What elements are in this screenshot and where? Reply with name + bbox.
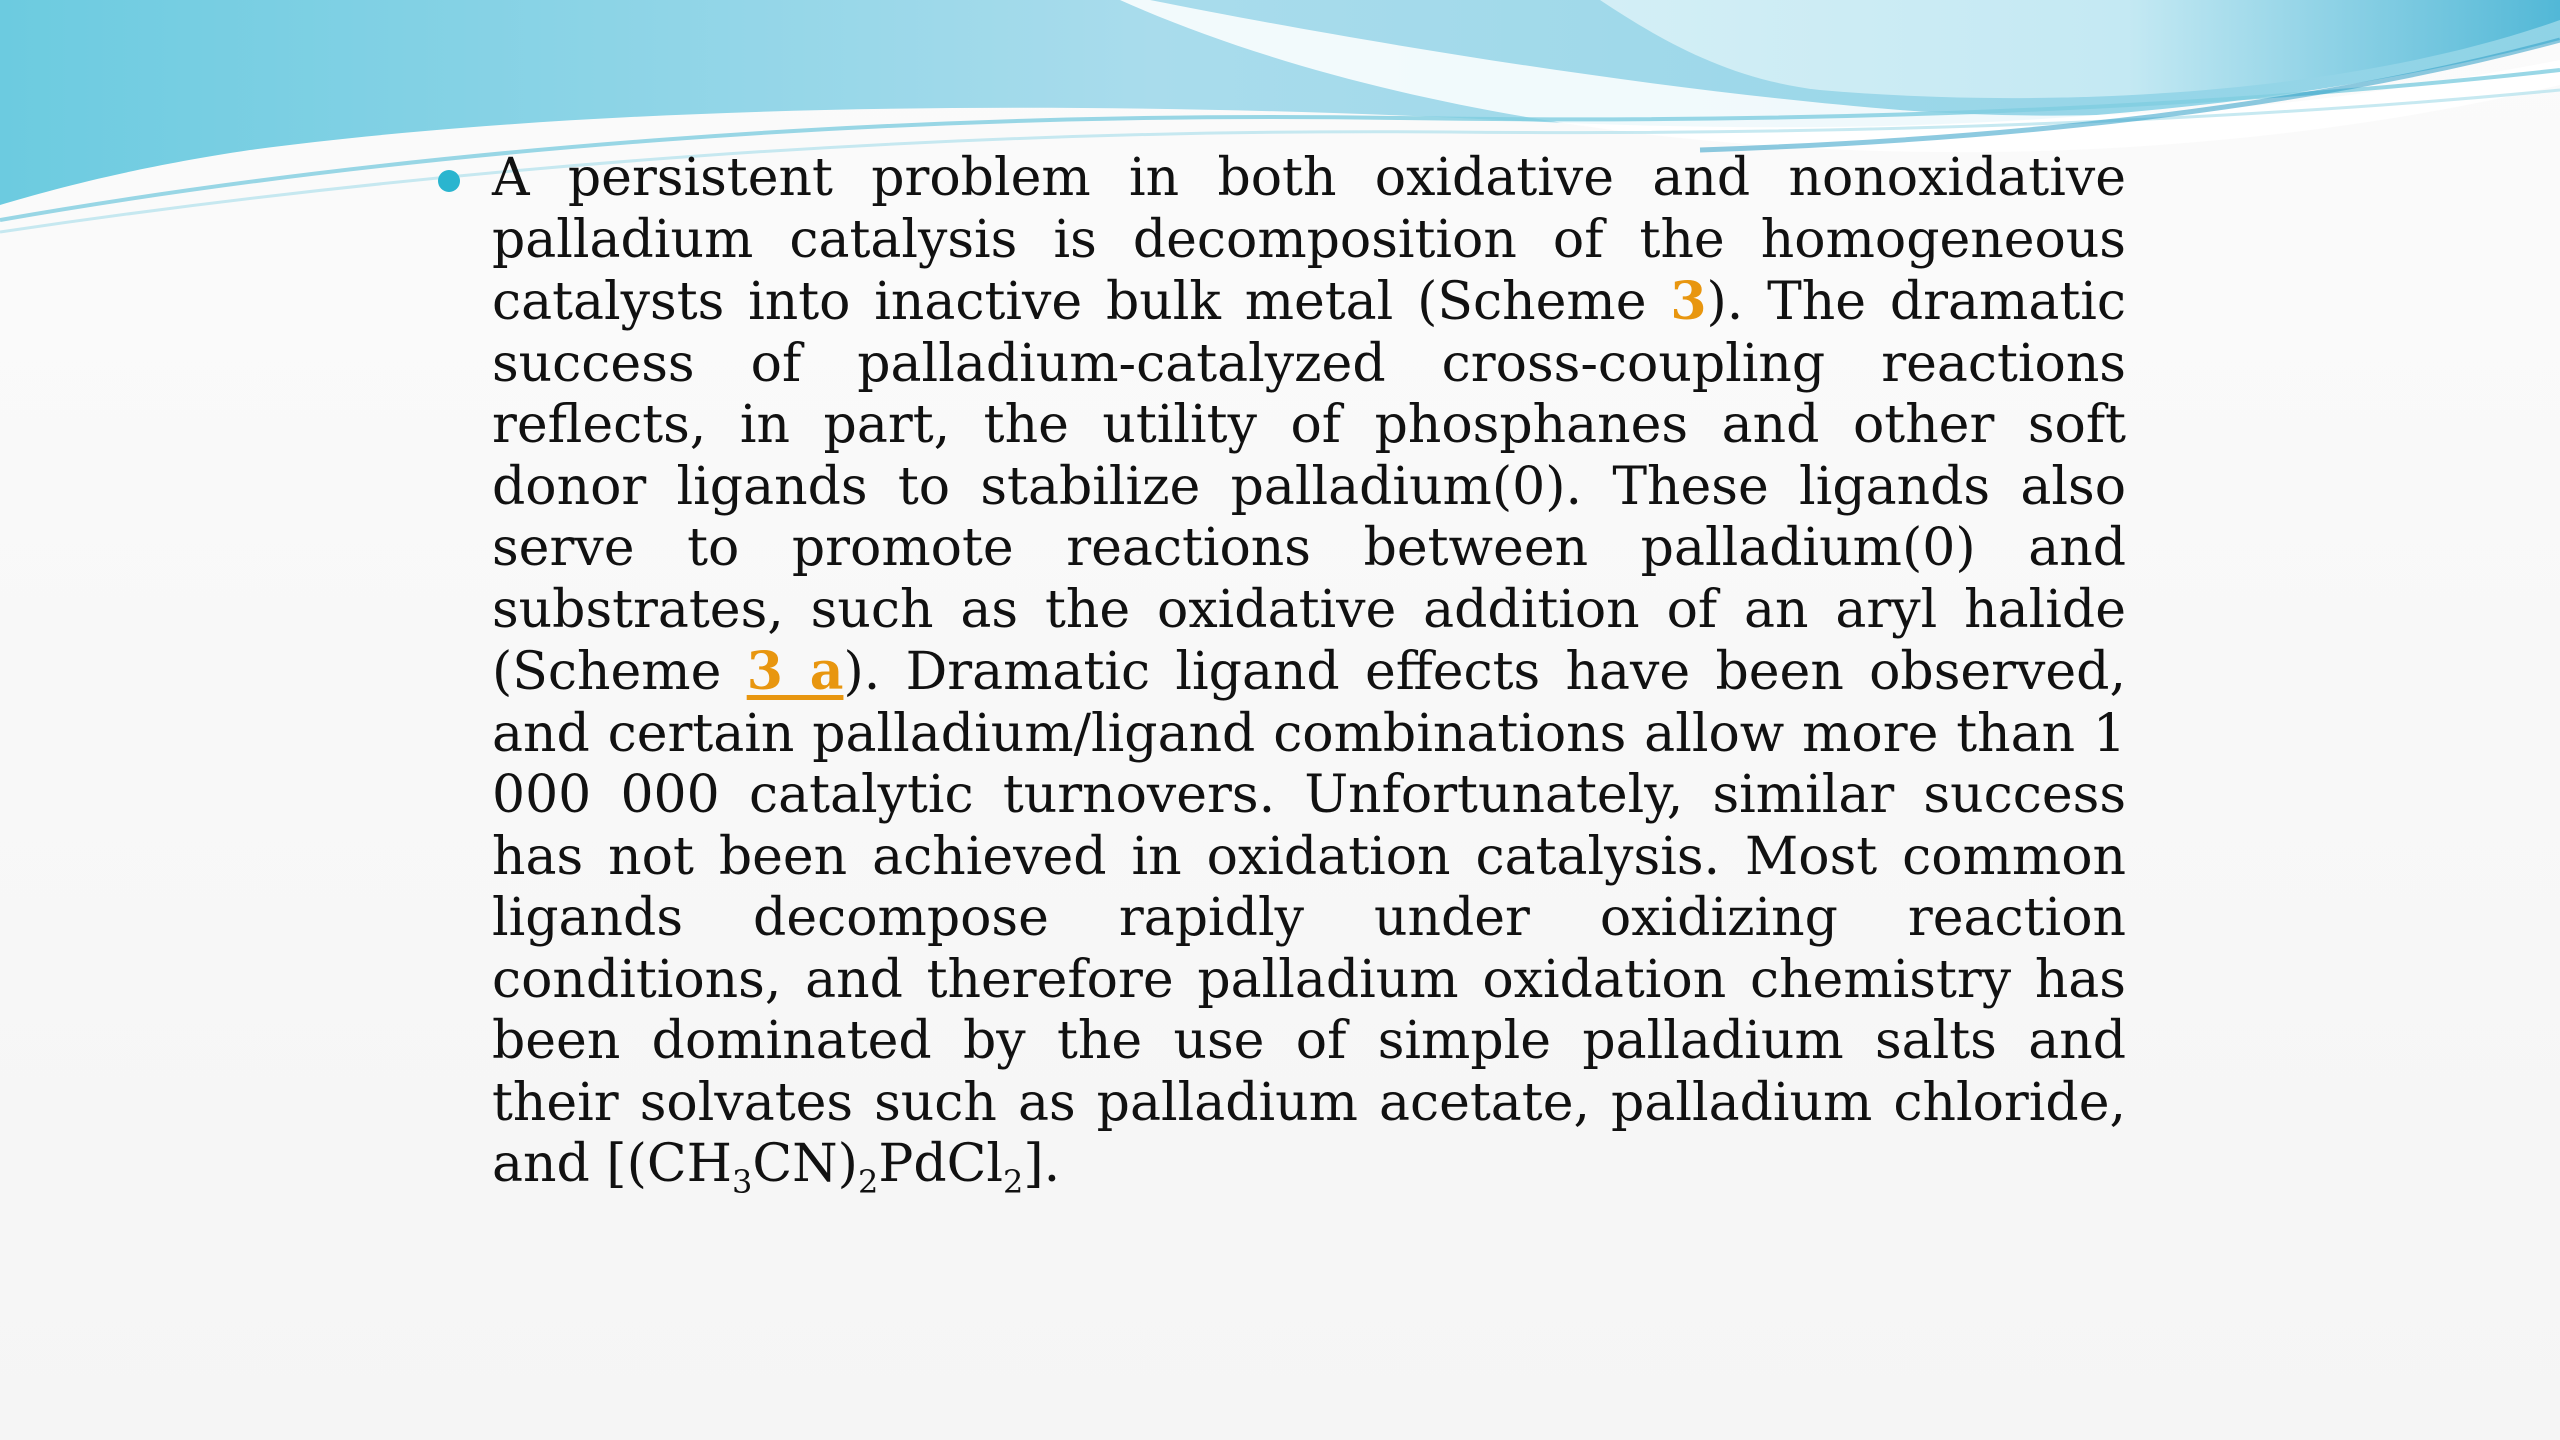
paragraph-text-5: PdCl (878, 1134, 1004, 1194)
subscript-2a: 2 (857, 1163, 879, 1201)
paragraph-text-2: ). The dramatic success of palladium-catalyzed cross-coupling reactions reflects, in part, the utility of phosphanes and other soft donor ligands to stabilize palladium(0). These ligands also serve to promote reactions between palladium(0) and substrates, such as the oxidative addition of an aryl halide (Scheme (492, 272, 2126, 702)
subscript-3: 3 (732, 1163, 753, 1201)
content-area (432, 148, 2126, 1201)
paragraph-text-3: ). Dramatic ligand effects have been observed, and certain palladium/ligand combinations allow more than 1 000 000 catalytic turnovers. Unfortunately, similar success has not been achieved in oxidation catalysis. Most common ligands decompose rapidly under oxidizing reaction conditions, and therefore palladium oxidation chemistry has been dominated by the use of simple palladium salts and their solvates such as palladium acetate, palladium chloride, and [(CH (492, 642, 2126, 1194)
paragraph-text-1: A persistent problem in both oxidative and nonoxidative palladium catalysis is decomposition of the homogeneous catalysts into inactive bulk metal (Scheme (492, 148, 2126, 332)
bullet-point-icon (438, 170, 460, 192)
subscript-2b: 2 (1003, 1163, 1024, 1201)
bullet-paragraph (492, 148, 2126, 1201)
scheme-3-reference[interactable]: 3 (1670, 271, 1707, 332)
bullet-item (432, 148, 2126, 1201)
paragraph-text-6: ]. (1023, 1134, 1061, 1194)
paragraph-text-4: CN) (752, 1134, 858, 1194)
scheme-3a-link[interactable]: 3 a (746, 641, 844, 702)
